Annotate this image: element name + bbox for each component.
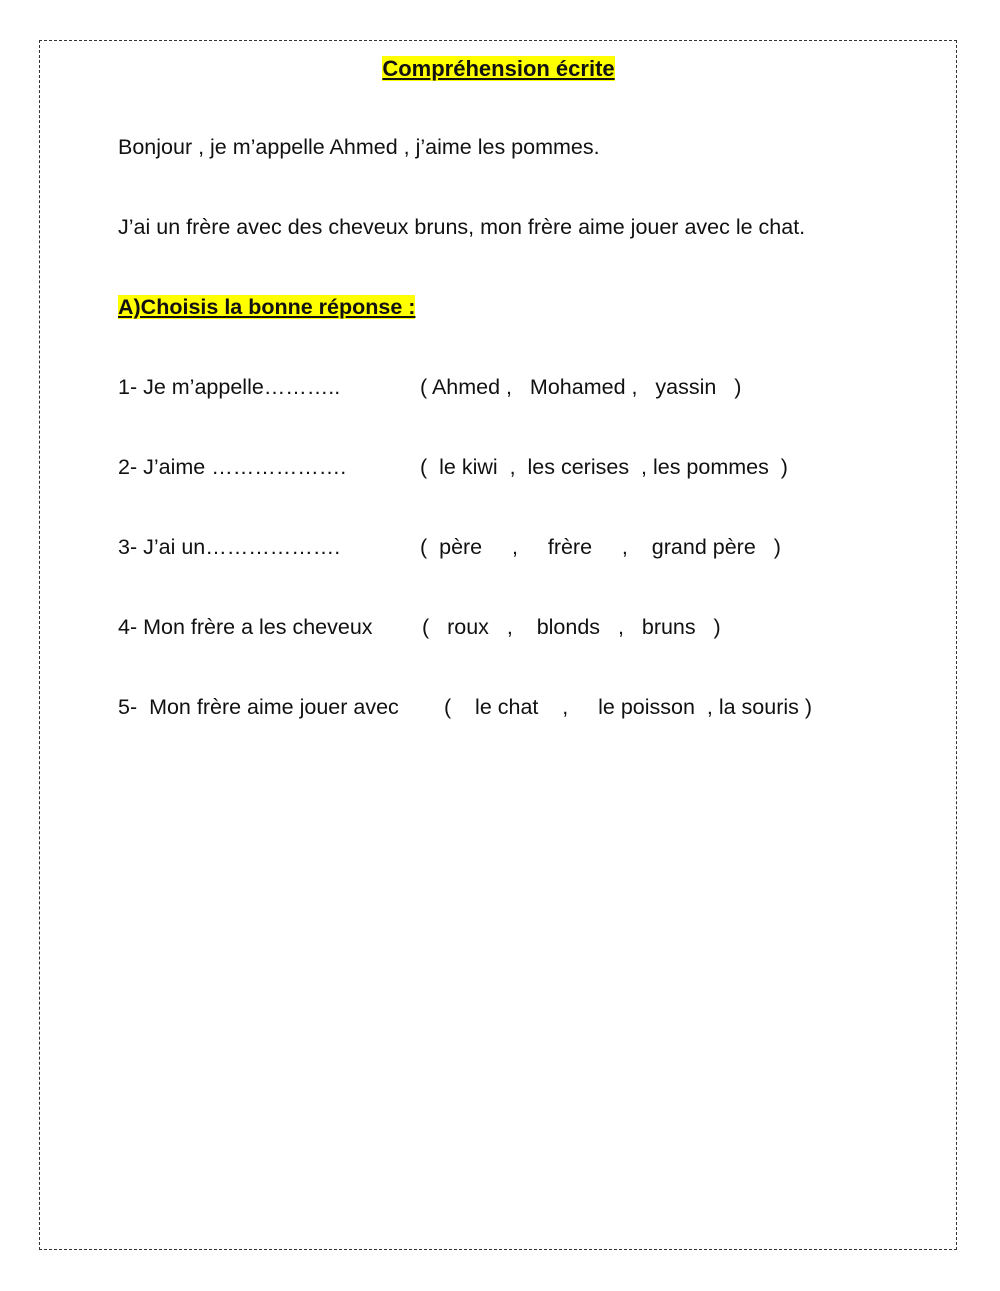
question-4-options: ( roux , blonds , bruns ): [422, 615, 721, 639]
question-1-options: ( Ahmed , Mohamed , yassin ): [420, 375, 742, 399]
question-5-stem: 5- Mon frère aime jouer avec: [118, 695, 399, 719]
intro-line-1: Bonjour , je m’appelle Ahmed , j’aime les pommes.: [118, 135, 600, 159]
question-5-options: ( le chat , le poisson , la souris ): [444, 695, 813, 719]
question-4-stem: 4- Mon frère a les cheveux: [118, 615, 373, 639]
worksheet-title: [0, 55, 997, 83]
intro-line-2: J’ai un frère avec des cheveux bruns, mon frère aime jouer avec le chat.: [118, 215, 806, 239]
question-3-stem: 3- J’ai un……………….: [118, 535, 341, 559]
section-heading-text: A)Choisis la bonne réponse :: [118, 295, 416, 319]
question-2-options: ( le kiwi , les cerises , les pommes ): [420, 455, 788, 479]
question-1-stem: 1- Je m’appelle………..: [118, 375, 341, 399]
question-2-stem: 2- J’aime ……………….: [118, 455, 347, 479]
worksheet-title-text: Compréhension écrite: [382, 56, 615, 81]
question-3-options: ( père , frère , grand père ): [420, 535, 781, 559]
section-heading: [118, 293, 415, 321]
